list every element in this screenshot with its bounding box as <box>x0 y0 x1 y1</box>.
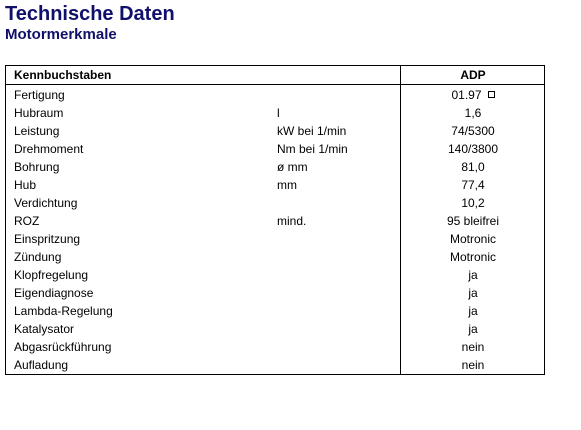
table-row <box>6 230 544 248</box>
row-unit: kW bei 1/min <box>277 124 347 138</box>
table-row <box>6 284 544 302</box>
row-label: Aufladung <box>14 358 69 372</box>
row-label: Leistung <box>14 124 60 138</box>
row-label: ROZ <box>14 214 40 228</box>
row-value: Motronic <box>449 232 496 246</box>
row-label: Einspritzung <box>14 232 81 246</box>
row-unit: ø mm <box>277 160 308 174</box>
row-label: Abgasrückführung <box>14 340 112 354</box>
row-value: ja <box>468 304 478 318</box>
row-label: Fertigung <box>14 88 65 102</box>
row-label: Bohrung <box>14 160 60 174</box>
page-title: Technische Daten <box>5 3 175 25</box>
row-value: 77,4 <box>461 178 485 192</box>
row-label: Katalysator <box>14 322 75 336</box>
table-row <box>6 320 544 338</box>
engine-spec-table <box>5 65 545 375</box>
row-unit: mind. <box>277 214 307 228</box>
table-row <box>6 104 544 122</box>
table-row <box>6 140 544 158</box>
row-unit: mm <box>277 178 297 192</box>
table-row <box>6 338 544 356</box>
row-value: nein <box>461 358 485 372</box>
table-row <box>6 176 544 194</box>
row-value: 140/3800 <box>447 142 499 156</box>
row-value: nein <box>461 340 485 354</box>
row-label: Klopfregelung <box>14 268 89 282</box>
row-value-text: 01.97 <box>451 88 482 102</box>
row-value: Motronic <box>449 250 496 264</box>
row-value: ja <box>468 268 478 282</box>
row-label: Eigendiagnose <box>14 286 94 300</box>
row-label: Lambda-Regelung <box>14 304 113 318</box>
row-label: Zündung <box>14 250 62 264</box>
table-row <box>6 248 544 266</box>
table-body <box>6 86 544 374</box>
row-label: Hubraum <box>14 106 64 120</box>
header-divider <box>6 84 544 85</box>
table-row <box>6 212 544 230</box>
row-unit: l <box>277 106 280 120</box>
table-row <box>6 158 544 176</box>
table-row <box>6 302 544 320</box>
table-row <box>6 86 544 104</box>
row-value: 1,6 <box>464 106 482 120</box>
row-value <box>401 86 545 104</box>
row-label: Verdichtung <box>14 196 78 210</box>
table-row <box>6 356 544 374</box>
row-value: ja <box>468 286 478 300</box>
row-label: Drehmoment <box>14 142 84 156</box>
row-value: 81,0 <box>461 160 485 174</box>
row-label: Hub <box>14 178 37 192</box>
page-subtitle: Motormerkmale <box>5 26 117 43</box>
row-value: 95 bleifrei <box>446 214 500 228</box>
row-unit: Nm bei 1/min <box>277 142 348 156</box>
row-value: 74/5300 <box>451 124 495 138</box>
row-value: 10,2 <box>461 196 485 210</box>
table-header-value: ADP <box>460 68 486 82</box>
small-square-icon <box>488 91 495 98</box>
table-row <box>6 266 544 284</box>
table-header-label: Kennbuchstaben <box>14 68 112 82</box>
table-row <box>6 194 544 212</box>
row-value: ja <box>468 322 478 336</box>
table-row <box>6 122 544 140</box>
